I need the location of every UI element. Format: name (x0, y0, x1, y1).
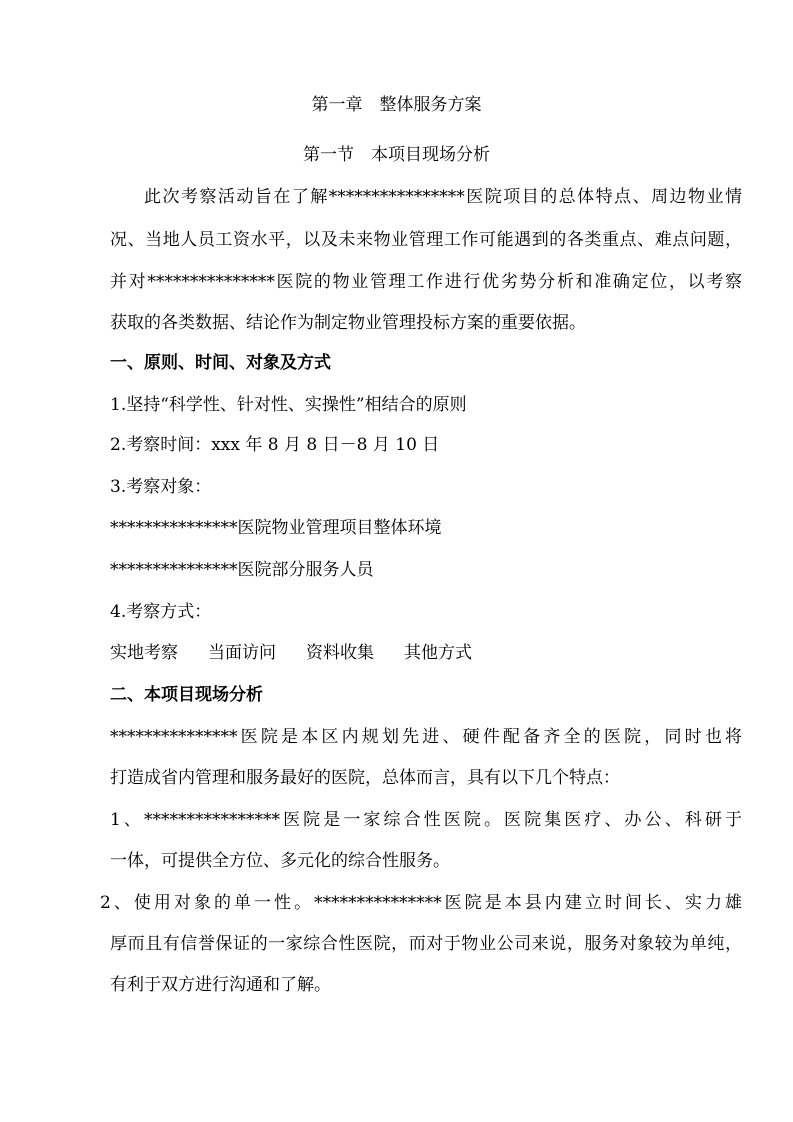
object-staff: ***************医院部分服务人员 (110, 560, 374, 580)
object-environment: ***************医院物业管理项目整体环境 (110, 518, 442, 538)
intro-line: 获取的各类数据、结论作为制定物业管理投标方案的重要依据。 (110, 313, 586, 333)
method: 资料收集 (306, 643, 374, 663)
chapter-title: 第一章 整体服务方案 (311, 95, 482, 115)
item-principle: 1.坚持“科学性、针对性、实操性”相结合的原则 (110, 395, 467, 415)
item-time: 2.考察时间：xxx 年 8 月 8 日－8 月 10 日 (110, 435, 440, 455)
method: 当面访问 (208, 643, 276, 663)
heading-analysis: 二、本项目现场分析 (110, 685, 263, 705)
intro-line: 并对***************医院的物业管理工作进行优劣势分析和准确定位，以考察 (110, 272, 742, 292)
point1-line: 1、****************医院是一家综合性医院。医院集医疗、办公、科研于 (110, 810, 742, 830)
analysis-line: 打造成省内管理和服务最好的医院，总体而言，具有以下几个特点： (110, 768, 620, 788)
methods-list (110, 642, 472, 664)
method: 其他方式 (404, 643, 472, 663)
point1-line: 一体，可提供全方位、多元化的综合性服务。 (110, 851, 450, 871)
method: 实地考察 (110, 643, 178, 663)
intro-line: 此次考察活动旨在了解****************医院项目的总体特点、周边物业情 (144, 187, 742, 207)
intro-line: 况、当地人员工资水平，以及未来物业管理工作可能遇到的各类重点、难点问题， (110, 230, 742, 250)
heading-principles: 一、原则、时间、对象及方式 (110, 353, 331, 373)
item-objects: 3.考察对象： (110, 477, 212, 497)
section-title: 第一节 本项目现场分析 (303, 145, 490, 165)
item-methods: 4.考察方式： (110, 602, 212, 622)
point2-line: 2、使用对象的单一性。***************医院是本县内建立时间长、实力雄 (100, 893, 742, 913)
analysis-line: ***************医院是本区内规划先进、硬件配备齐全的医院，同时也将 (110, 727, 742, 747)
point2-line: 厚而且有信誉保证的一家综合性医院，而对于物业公司来说，服务对象较为单纯， (110, 934, 742, 954)
point2-line: 有利于双方进行沟通和了解。 (110, 975, 331, 995)
